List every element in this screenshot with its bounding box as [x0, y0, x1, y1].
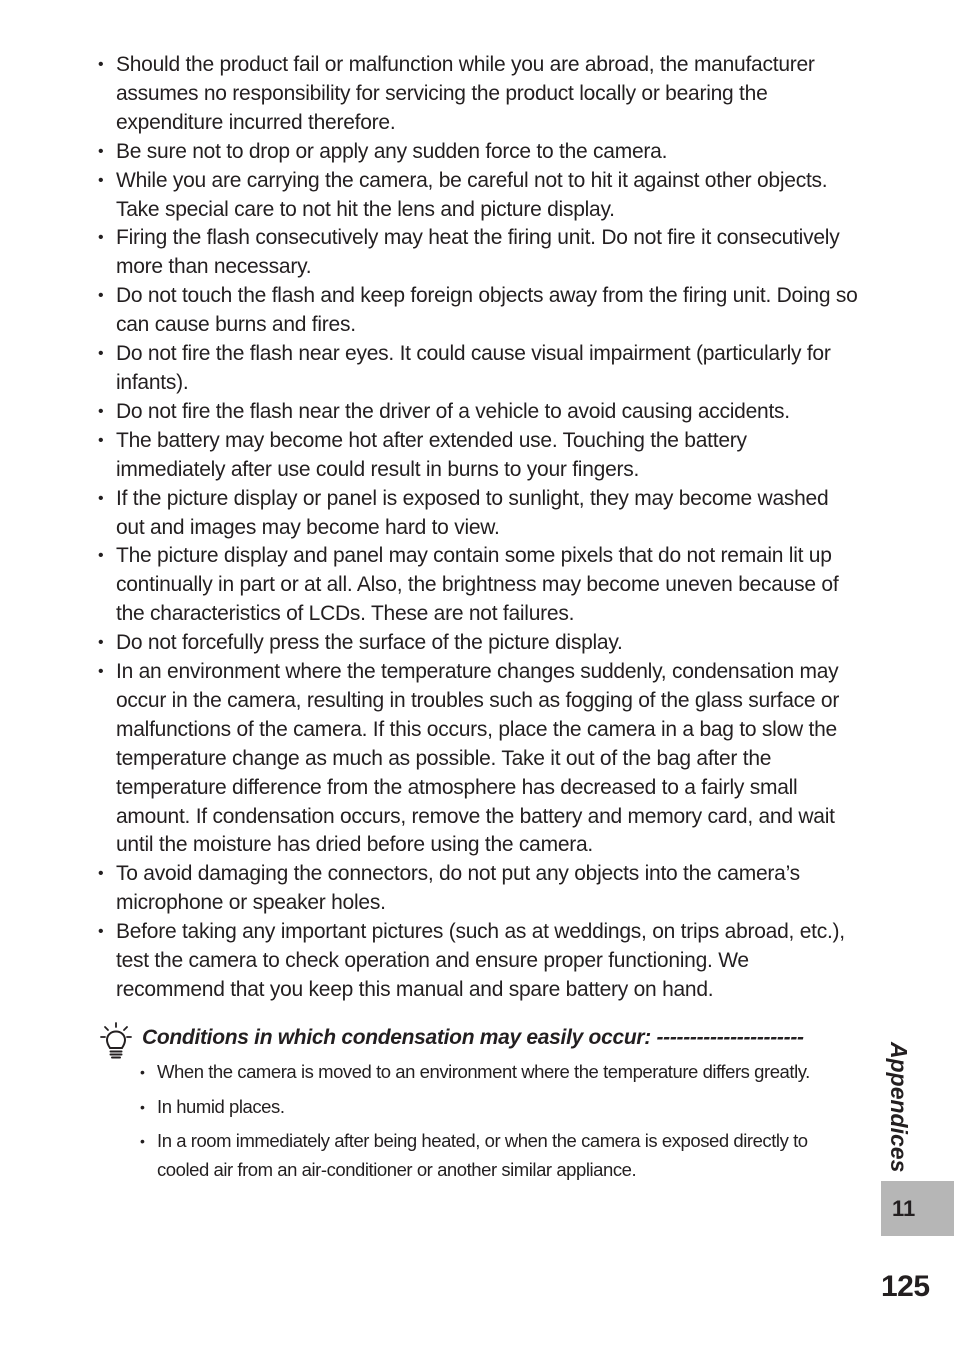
list-item: • In a room immediately after being heated, or when the camera is exposed directly to cooled air from an air-conditioner or another similar appliance.: [140, 1127, 860, 1184]
section-tab: Appendices: [886, 1042, 912, 1173]
list-item: • Do not forcefully press the surface of the picture display.: [98, 629, 858, 658]
chapter-number: 11: [881, 1181, 954, 1236]
list-item: • In humid places.: [140, 1093, 860, 1122]
note-heading: Conditions in which condensation may easily occur: ----------------------: [142, 1026, 804, 1049]
list-item: • If the picture display or panel is exposed to sunlight, they may become washed out and images may become hard to view.: [98, 485, 858, 543]
note-list: [140, 1058, 860, 1190]
list-item: • Do not touch the flash and keep foreign objects away from the firing unit. Doing so can cause burns and fires.: [98, 282, 858, 340]
lightbulb-icon: [100, 1022, 132, 1060]
list-item: • Do not fire the flash near eyes. It could cause visual impairment (particularly for infants).: [98, 340, 858, 398]
list-item: • Firing the flash consecutively may heat the firing unit. Do not fire it consecutively more than necessary.: [98, 224, 858, 282]
list-item: • Do not fire the flash near the driver of a vehicle to avoid causing accidents.: [98, 398, 858, 427]
list-item: • In an environment where the temperature changes suddenly, condensation may occur in the camera, resulting in troubles such as fogging of the glass surface or malfunctions of the camera. If this occurs, place the camera in a bag to slow the temperature change as much as possible. Take it out of the bag after the temperature difference from the atmosphere has decreased to a fairly small amount. If condensation occurs, remove the battery and memory card, and wait until the moisture has dried before using the camera.: [98, 658, 858, 860]
page-number: 125: [881, 1270, 930, 1303]
list-item: • The picture display and panel may contain some pixels that do not remain lit up continually in part or at all. Also, the brightness may become uneven because of the characteristics of LCDs. These are not failures.: [98, 542, 858, 629]
precautions-list: [98, 51, 858, 1005]
list-item: • Should the product fail or malfunction while you are abroad, the manufacturer assumes no responsibility for servicing the product locally or bearing the expenditure incurred therefore.: [98, 51, 858, 138]
list-item: • When the camera is moved to an environment where the temperature differs greatly.: [140, 1058, 860, 1087]
list-item: • Be sure not to drop or apply any sudden force to the camera.: [98, 138, 858, 167]
list-item: • The battery may become hot after extended use. Touching the battery immediately after use could result in burns to your fingers.: [98, 427, 858, 485]
list-item: • To avoid damaging the connectors, do not put any objects into the camera’s microphone or speaker holes.: [98, 860, 858, 918]
list-item: • While you are carrying the camera, be careful not to hit it against other objects. Take special care to not hit the lens and picture display.: [98, 167, 858, 225]
list-item: • Before taking any important pictures (such as at weddings, on trips abroad, etc.), test the camera to check operation and ensure proper functioning. We recommend that you keep this manual and spare battery on hand.: [98, 918, 858, 1005]
